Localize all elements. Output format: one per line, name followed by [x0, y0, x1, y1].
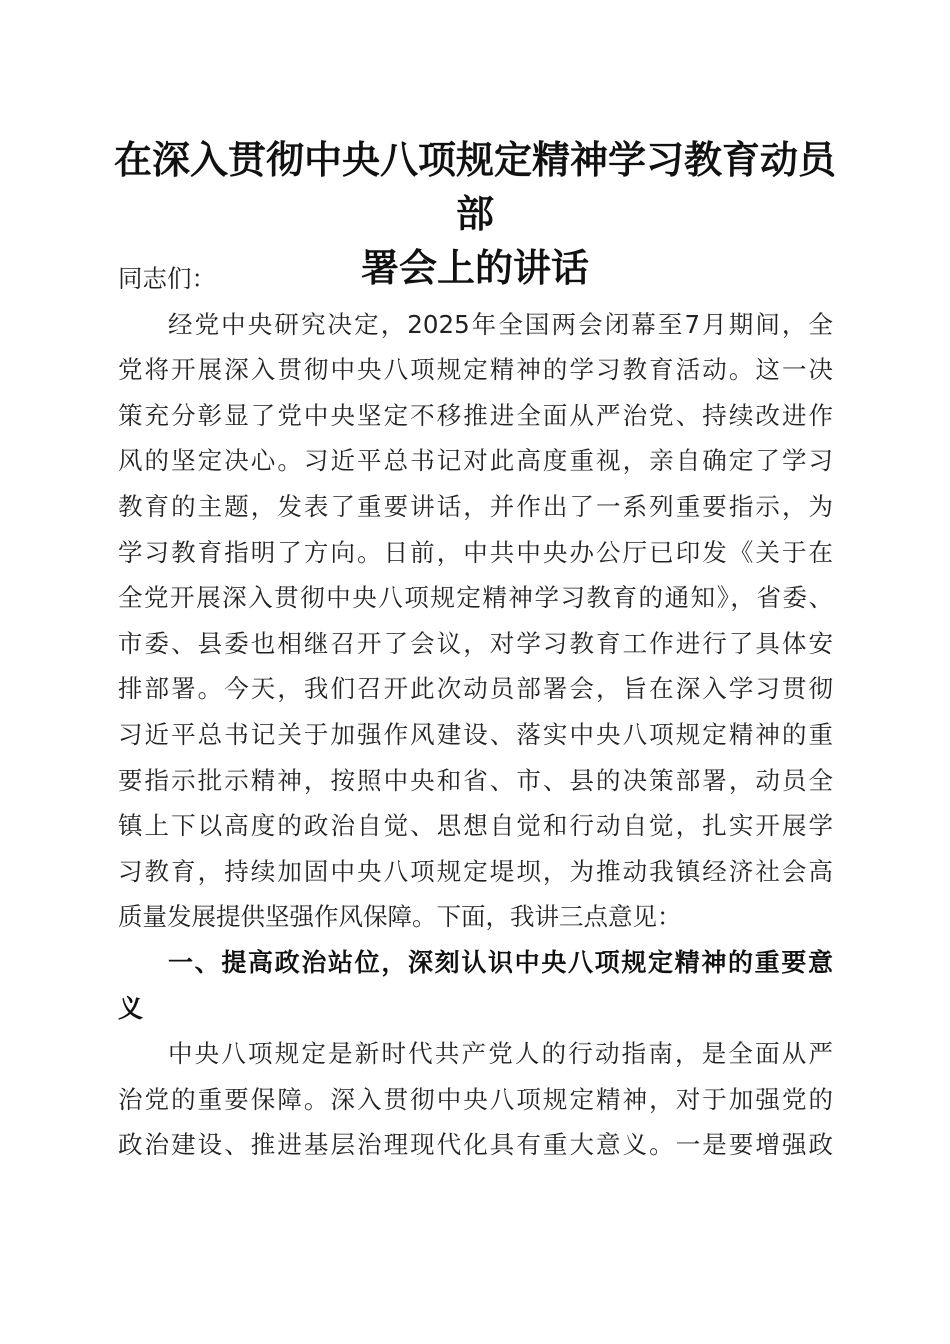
paragraph-1 — [118, 302, 833, 940]
text-line: 排部署。今天，我们召开此次动员部署会，旨在深入学习贯彻 — [118, 674, 833, 704]
heading-line: 一、提高政治站位，深刻认识中央八项规定精神的重要意 — [168, 947, 833, 977]
text-line: 学习教育指明了方向。日前，中共中央办公厅已印发《关于在 — [118, 537, 833, 567]
title-line: 署会上的讲话 — [360, 245, 589, 290]
paragraph-2 — [118, 1031, 833, 1168]
text-line: 市委、县委也相继召开了会议，对学习教育工作进行了具体安 — [118, 628, 833, 658]
text-line: 质量发展提供坚强作风保障。下面，我讲三点意见： — [118, 902, 682, 932]
title-line: 在深入贯彻中央八项规定精神学习教育动员部 — [113, 137, 836, 236]
text-line: 经党中央研究决定，2025年全国两会闭幕至7月期间，全 — [168, 309, 833, 339]
text-line: 镇上下以高度的政治自觉、思想自觉和行动自觉，扎实开展学 — [118, 811, 833, 841]
text-line: 中央八项规定是新时代共产党人的行动指南，是全面从严 — [168, 1039, 833, 1069]
text-line: 要指示批示精神，按照中央和省、市、县的决策部署，动员全 — [118, 765, 833, 795]
text-line: 治党的重要保障。深入贯彻中央八项规定精神，对于加强党的 — [118, 1084, 833, 1114]
text-line: 教育的主题，发表了重要讲话，并作出了一系列重要指示，为 — [118, 491, 833, 521]
document-body — [118, 256, 833, 1168]
text-line: 策充分彰显了党中央坚定不移推进全面从严治党、持续改进作 — [118, 400, 833, 430]
text-line: 政治建设、推进基层治理现代化具有重大意义。一是要增强政 — [118, 1130, 833, 1160]
section-heading-1 — [118, 940, 833, 1031]
text-line: 风的坚定决心。习近平总书记对此高度重视，亲自确定了学习 — [118, 446, 833, 476]
text-line: 习近平总书记关于加强作风建设、落实中央八项规定精神的重 — [118, 719, 833, 749]
text-line: 习教育，持续加固中央八项规定堤坝，为推动我镇经济社会高 — [118, 856, 833, 886]
text-line: 党将开展深入贯彻中央八项规定精神的学习教育活动。这一决 — [118, 355, 833, 385]
salutation: 同志们： — [118, 264, 216, 293]
heading-line: 义 — [118, 993, 144, 1023]
text-line: 全党开展深入贯彻中央八项规定精神学习教育的通知》，省委、 — [118, 583, 833, 613]
